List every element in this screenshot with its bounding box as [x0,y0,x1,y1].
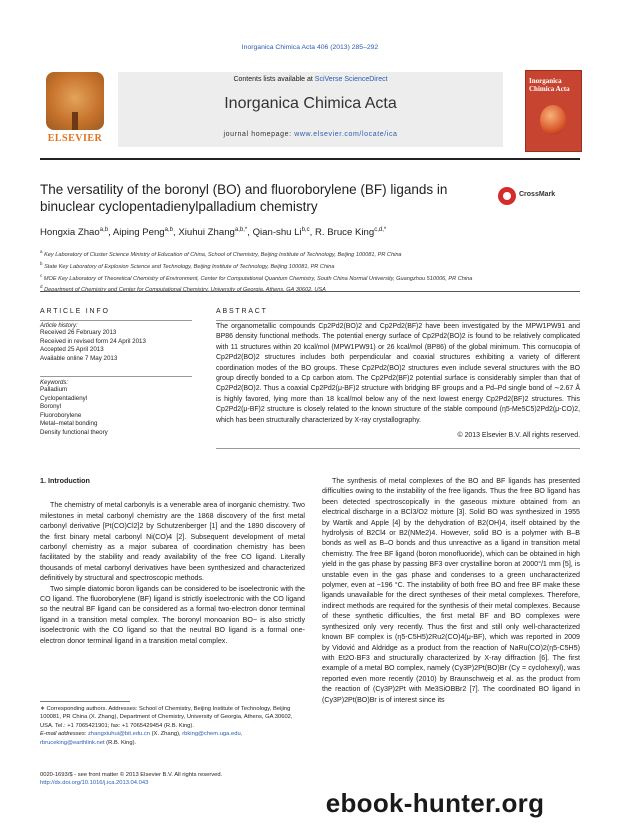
email-line [40,730,305,747]
homepage-prefix: journal homepage: [223,131,295,138]
affiliation-item [40,260,580,272]
email-owner: (X. Zhang), [151,731,181,738]
history-label: Article history: [40,323,78,329]
journal-title: Inorganica Chimica Acta [224,95,397,112]
body-paragraph: Two simple diatomic boron ligands can be considered to be isoelectronic with the CO ligand. The fluoroborylene (BF) ligand is strictly isoelectronic with the CO ligand so the neutral BF ligand can be considered as a formal two-electron donor terminal ligand in a transition metal complex. The boronyl monoanion BO− is also strictly isoelectronic with the CO ligand so that the neutral BO ligand is a formal one-electron donor terminal ligand in a transition metal complex. [40,584,305,645]
journal-reference[interactable]: Inorganica Chimica Acta 406 (2013) 285–292 [241,44,379,51]
footnotes [40,705,305,747]
contents-prefix: Contents lists available at [233,76,315,83]
keywords-rule [40,376,192,377]
article-info-heading: ARTICLE INFO [40,308,110,315]
affiliation-item [40,283,580,295]
body-paragraph: The synthesis of metal complexes of the BO and BF ligands has presented difficulties owing to the instability of the free ligands. Thus the free BO ligand has been detected spectroscopically in the gaseous mixture obtained from an electrical discharge in a BCl3/O2 mixture [3]. Solid BO was synthesized in 1955 by Wartik and Apple [4] by the dehydration of B2(OH)4, itself obtained by the hydrolysis of B2Cl4 or B2(NMe2)4. However, solid BO is a polymer with B–B bonds as well as B–O bonds and thus unreactive as a ligand in transition metal chemistry. The free BF ligand (boron monofluoride), which can be obtained in high yield in the gas phase by passing BF3 over crystalline boron at 2000°/1 mm [5], is unstable even in the gas phase and condenses to a green uncharacterized polymer, even at −196 °C. The instability of both free BO and free BF make these ligands unavailable for the direct syntheses of their metal complexes. Therefore, indirect methods are required for the synthesis of their metal complexes. Because of these synthetic difficulties, the first metal BF and BO complexes were synthesized only very recently. Thus the first and still only well-characterized known BF complex is (η5-C5H5)2Ru2(CO)4(μ-BF), which was reported in 2009 by Vidović and Aldridge as a product from the reaction of NaRu(CO)2(η5-C5H5) with Et2O·BF3 and structurally characterized by X-ray diffraction [6]. The first example of a metal BO complex, namely (Cy3P)2Pt(BO)Br (Cy = cyclohexyl), was reported even more recently (2010) by Braunschweig et al. as the product from the reaction of (Cy3P)2Pt with Me3SiOBBr2 [7]. The coordinated BO ligand in (Cy3P)2Pt(BO)Br is of interest since its [322,477,580,704]
keyword-item: Density functional theory [40,428,108,436]
footnote-divider [40,701,130,702]
crossmark-label: CrossMark [519,191,556,198]
keyword-item: Palladium [40,386,68,393]
crossmark-icon [498,187,516,205]
author-sup: a,b [164,227,173,233]
abstract-copyright: © 2013 Elsevier B.V. All rights reserved. [457,432,580,439]
contents-line [118,76,503,83]
header-divider [40,158,580,160]
history-item: Received in revised form 24 April 2013 [40,337,146,345]
elsevier-tree-icon [46,72,104,130]
affiliation-sup: b [40,260,43,266]
keywords-block [40,380,192,438]
email-label: E-mail addresses: [40,731,87,738]
abstract-top-rule [216,320,580,321]
affiliation-sup: c [40,272,43,278]
keyword-item: Metal–metal bonding [40,420,98,428]
author-sup: a,b,* [234,227,248,233]
keyword-item: Boronyl [40,403,61,411]
abstract-text: The organometallic compounds Cp2Pd2(BO)2 and Cp2Pd2(BF)2 have been investigated by the MPW1PW91 and BP86 density functional methods. The potential energy surface of Cp2Pd2(BO)2 is found to be relatively complicated with 11 structures within 20 kcal/mol (MPW1PW91) or 26 kcal/mol (BP86) of the global minimum. This cornucopia of Cp2Pd2(BO)2 structures includes both perpendicular and coaxial structures exhibiting a variety of different coordination modes of the BO groups. These Cp2Pd2(BO)2 structures even include several structures with the BO group directly bonded to a Cp carbon atom. The Cp2Pd2(BF)2 potential surface is considerably simpler than that of Cp2Pd2(BO)2. Thus a coaxial Cp2Pd2(μ-BF)2 structure with bridging BF groups and a Pd–Pd single bond of ∼2.67 Å is highly favored, lying more than 18 kcal/mol below any of the next lowest energy Cp2Pd2(BF)2 structures. This Cp2Pd2(μ-BF)2 structure is closely related to the known structure of the stable compound (η5-Me5C5)2Pd2(μ-CO)2, which has been structurally characterized by X-ray crystallography. [216,323,580,424]
history-item: Accepted 25 April 2013 [40,346,104,354]
affiliation-text: MOE Key Laboratory of Theoretical Chemistry of Environment, Center for Computational Quantum Chemistry, South China Normal University, Guangzhou 510006, PR China [43,275,473,282]
publisher-logo-text: ELSEVIER [47,133,103,144]
crossmark-badge[interactable] [498,186,580,208]
cover-illustration [540,105,566,135]
article-history [40,323,192,363]
body-right-column [322,476,580,705]
article-info-rule [40,320,192,321]
corresponding-author-note: ∗ Corresponding authors. Addresses: School of Chemistry, Beijing Institute of Technology, Beijing 100081, PR China (X. Zhang), Department of Chemistry, University of Georgia, Athens, GA 30602, USA. Tel.: +1 7065421901; fax: +1 7065429454 (R.B. King). [40,706,293,729]
affiliation-sup: d [40,284,43,290]
watermark [250,788,620,828]
email-link[interactable]: rbking@chem.uga.edu, rbruceking@earthlink.net [40,731,243,746]
author-name[interactable]: Qian-shu Li [252,227,302,239]
affiliation-text: Key Laboratory of Cluster Science Ministry of Education of China, School of Chemistry, Beijing Institute of Technology, Beijing 100081, PR China [44,251,402,258]
author-name[interactable]: Hongxia Zhao [40,227,100,239]
elsevier-logo[interactable] [40,72,110,152]
homepage-link[interactable]: www.elsevier.com/locate/ica [294,131,398,138]
author-name[interactable]: R. Bruce King [314,227,375,239]
journal-homepage [118,131,503,138]
abstract-bottom-rule [216,448,580,449]
front-matter [40,771,305,788]
email-link[interactable]: zhangxiuhui@bit.edu.cn [88,731,150,738]
author-name[interactable]: Xiuhui Zhang [178,227,235,239]
author-sup: b,c [301,227,310,233]
journal-cover-image[interactable] [525,70,582,152]
affiliation-sup: a [40,249,43,254]
history-item: Received 26 February 2013 [40,329,117,336]
sciencedirect-link[interactable]: SciVerse ScienceDirect [314,76,388,83]
author-sup: c,d,* [374,227,387,233]
abstract-heading: ABSTRACT [216,308,268,315]
keyword-item: Fluoroborylene [40,411,82,419]
keywords-label: Keywords: [40,380,69,386]
doi-link[interactable]: http://dx.doi.org/10.1016/j.ica.2013.04.043 [40,780,149,787]
affiliation-item [40,248,580,260]
affiliation-divider [40,291,580,292]
body-paragraph: The chemistry of metal carbonyls is a venerable area of inorganic chemistry. Two milestones in metal carbonyl chemistry are the 1868 discovery of the first metal carbonyl derivative [Pt(CO)Cl2]2 by Schutzenberger [1] and the 1890 discovery of the first binary metal carbonyl Ni(CO)4 [2]. Subsequent development of metal carbonyl chemistry as a major subarea of coordination chemistry has been facilitated by the stability and ready availability of the free CO ligand. Literally thousands of metal carbonyl derivatives have been synthesized and characterized definitively by structural and spectroscopic methods. [40,501,305,583]
affiliation-list [40,248,580,295]
author-sup: a,b [99,227,109,233]
paper-title: The versatility of the boronyl (BO) and fluoroborylene (BF) ligands in binuclear cyclopentadienylpalladium chemistry [40,182,448,214]
watermark-text: ebook-hunter.org [325,788,545,818]
keyword-item: Cyclopentadienyl [40,394,88,402]
author-list: Hongxia Zhao$^{a,b}$, Aiping Peng$^{a,b}$, Xiuhui Zhang$^{a,b,*}$, Qian-shu Li$^{b,c}$, R. Bruce King$^{c,d,*}$ [40,227,387,239]
history-item: Available online 7 May 2013 [40,354,118,362]
email-owner: (R.B. King). [106,739,137,746]
affiliation-text: State Key Laboratory of Explosion Science and Technology, Beijing Institute of Technology, Beijing 100081, PR China [44,263,335,270]
affiliation-item [40,272,580,284]
author-name[interactable]: Aiping Peng [112,227,165,239]
section-heading-introduction: 1. Introduction [40,476,90,485]
body-left-column [40,476,305,646]
issn-line: 0020-1693/$ - see front matter © 2013 Elsevier B.V. All rights reserved. [40,772,223,778]
cover-title: Inorganica Chimica Acta [529,77,570,93]
